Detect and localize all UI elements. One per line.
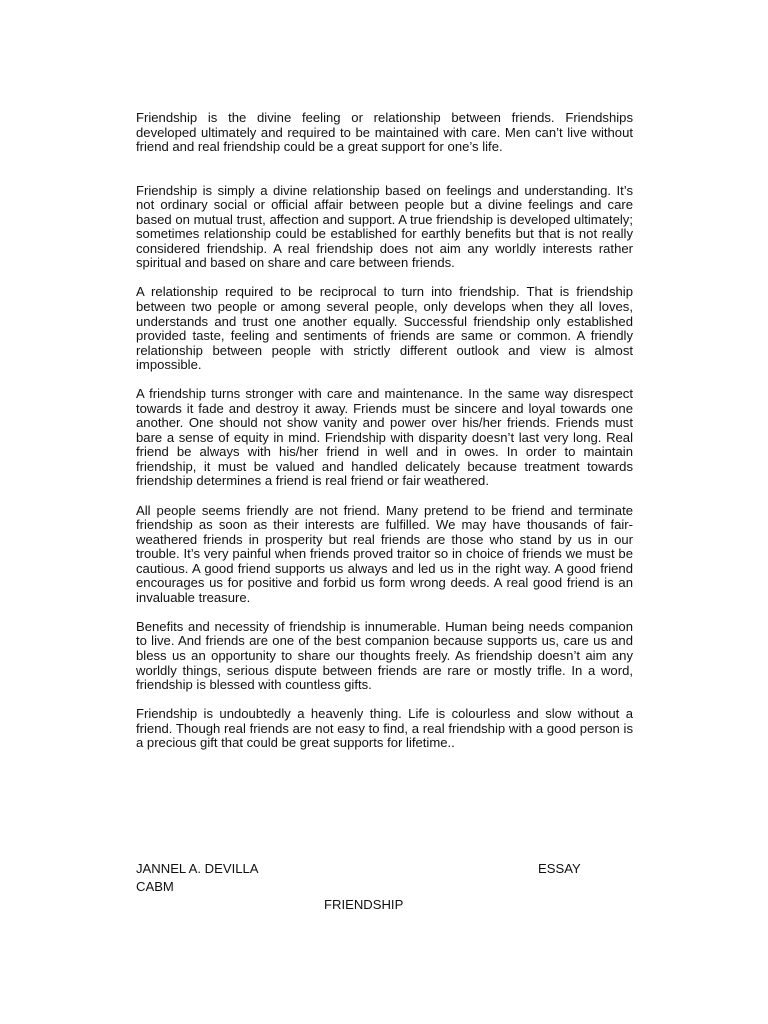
essay-title: FRIENDSHIP bbox=[324, 897, 404, 912]
essay-paragraph-3: A relationship required to be reciprocal to turn into friendship. That is friendship between two people or among several people, only develops when they all loves, understands and trust one another equally. Successful friendship only established provided taste, feeling and sentiments of friends are same or common. A friendly relationship between people with strictly different outlook and view is almost impossible. bbox=[136, 284, 633, 373]
essay-paragraph-4: A friendship turns stronger with care and maintenance. In the same way disrespect towards it fade and destroy it away. Friends must be sincere and loyal towards one another. One should not show vanity and power over his/her friends. Friends must bare a sense of equity in mind. Friendship with disparity doesn’t last very long. Real friend be always with his/her friend in well and in owes. In order to maintain friendship, it must be valued and handled delicately because treatment towards friendship determines a friend is real friend or fair weathered. bbox=[136, 386, 633, 489]
document-type-label: ESSAY bbox=[538, 861, 581, 876]
essay-paragraph-5: All people seems friendly are not friend. Many pretend to be friend and terminate friendship as soon as their interests are fulfilled. We may have thousands of fair-weathered friends in prosperity but real friends are those who stand by us in our trouble. It’s very painful when friends proved traitor so in choice of friends we must be cautious. A good friend supports us always and led us in the right way. A good friend encourages us for positive and forbid us form wrong deeds. A real good friend is an invaluable treasure. bbox=[136, 502, 633, 605]
strand-label: CABM bbox=[136, 879, 174, 894]
essay-paragraph-2: Friendship is simply a divine relationship based on feelings and understanding. It’s not ordinary social or official affair between people but a divine feelings and care based on mutual trust, affection and support. A true friendship is developed ultimately; sometimes relationship could be established for earthly benefits but that is not really considered friendship. A real friendship does not aim any worldly interests rather spiritual and based on share and care between friends. bbox=[136, 182, 633, 271]
essay-paragraph-6: Benefits and necessity of friendship is innumerable. Human being needs companion to live. And friends are one of the best companion because supports us, care us and bless us an opportunity to share our thoughts freely. As friendship doesn’t aim any worldly things, serious dispute between friends are rare or mostly trifle. In a word, friendship is blessed with countless gifts. bbox=[136, 618, 633, 693]
essay-paragraph-7: Friendship is undoubtedly a heavenly thing. Life is colourless and slow without a friend. Though real friends are not easy to find, a real friendship with a good person is a precious gift that could be great supports for lifetime.. bbox=[136, 706, 633, 751]
author-name: JANNEL A. DEVILLA bbox=[136, 861, 259, 876]
essay-body bbox=[136, 111, 633, 751]
essay-paragraph-1: Friendship is the divine feeling or relationship between friends. Friendships developed ultimately and required to be maintained with care. Men can’t live without friend and real friendship could be a great support for one’s life. bbox=[136, 110, 633, 155]
